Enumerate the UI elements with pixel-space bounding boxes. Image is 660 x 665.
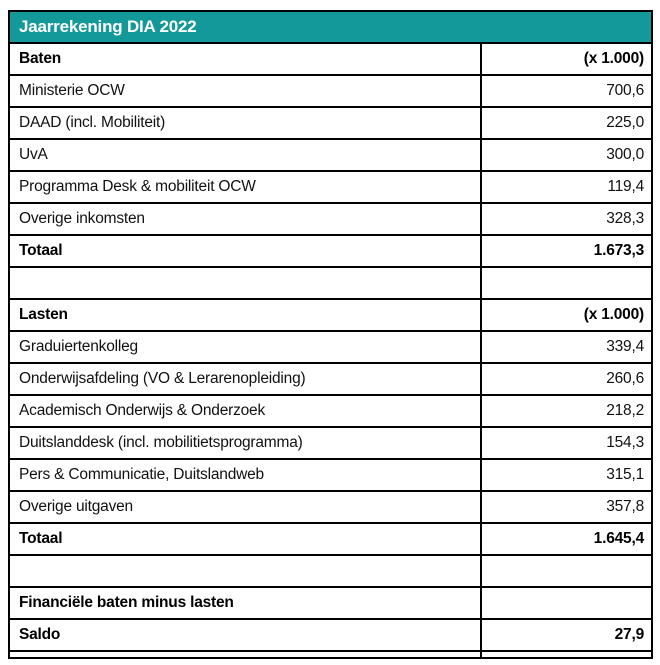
table-row (10, 298, 651, 330)
table-row (10, 138, 651, 170)
row-value: 260,6 (480, 364, 651, 394)
row-label: Totaal (19, 530, 63, 547)
table-title: Jaarrekening DIA 2022 (19, 17, 197, 36)
table-row (10, 522, 651, 554)
row-label: Duitslanddesk (incl. mobilitietsprogramma) (19, 434, 303, 451)
row-value: 700,6 (480, 76, 651, 106)
row-label (10, 268, 480, 298)
table-row (10, 394, 651, 426)
row-label: Ministerie OCW (19, 82, 125, 99)
row-label: Lasten (19, 306, 68, 323)
table-row (10, 650, 651, 657)
table-row (10, 106, 651, 138)
row-label (10, 556, 480, 586)
table-row (10, 42, 651, 74)
row-value: 119,4 (480, 172, 651, 202)
table-row (10, 490, 651, 522)
row-label: Graduiertenkolleg (19, 338, 138, 355)
table-row (10, 426, 651, 458)
row-value: 328,3 (480, 204, 651, 234)
row-label (10, 652, 480, 657)
row-value: 225,0 (480, 108, 651, 138)
row-label: UvA (19, 146, 48, 163)
row-value: 218,2 (480, 396, 651, 426)
table-row (10, 586, 651, 618)
table-row (10, 266, 651, 298)
annual-accounts-table (8, 10, 653, 659)
row-label: Financiële baten minus lasten (19, 594, 234, 611)
table-row (10, 202, 651, 234)
table-row (10, 618, 651, 650)
row-value: (x 1.000) (480, 44, 651, 74)
row-value (480, 652, 651, 657)
row-value: 339,4 (480, 332, 651, 362)
row-label: Overige uitgaven (19, 498, 133, 515)
row-label: Totaal (19, 242, 63, 259)
table-row (10, 362, 651, 394)
table-row (10, 170, 651, 202)
row-label: Pers & Communicatie, Duitslandweb (19, 466, 264, 483)
table-row (10, 458, 651, 490)
row-value: (x 1.000) (480, 300, 651, 330)
row-label: Academisch Onderwijs & Onderzoek (19, 402, 266, 419)
table-row (10, 74, 651, 106)
row-value (480, 588, 651, 618)
row-value: 1.673,3 (480, 236, 651, 266)
table-row (10, 330, 651, 362)
row-label: Baten (19, 50, 62, 67)
row-value: 357,8 (480, 492, 651, 522)
row-value: 315,1 (480, 460, 651, 490)
table-row (10, 554, 651, 586)
row-value: 1.645,4 (480, 524, 651, 554)
row-value (480, 268, 651, 298)
row-value (480, 556, 651, 586)
row-value: 27,9 (480, 620, 651, 650)
row-value: 300,0 (480, 140, 651, 170)
table-title-bar (10, 12, 651, 42)
table-rows-container (10, 42, 651, 657)
row-value: 154,3 (480, 428, 651, 458)
row-label: Saldo (19, 626, 61, 643)
row-label: Overige inkomsten (19, 210, 145, 227)
row-label: DAAD (incl. Mobiliteit) (19, 114, 166, 131)
row-label: Onderwijsafdeling (VO & Lerarenopleiding) (19, 370, 306, 387)
table-row (10, 234, 651, 266)
row-label: Programma Desk & mobiliteit OCW (19, 178, 256, 195)
